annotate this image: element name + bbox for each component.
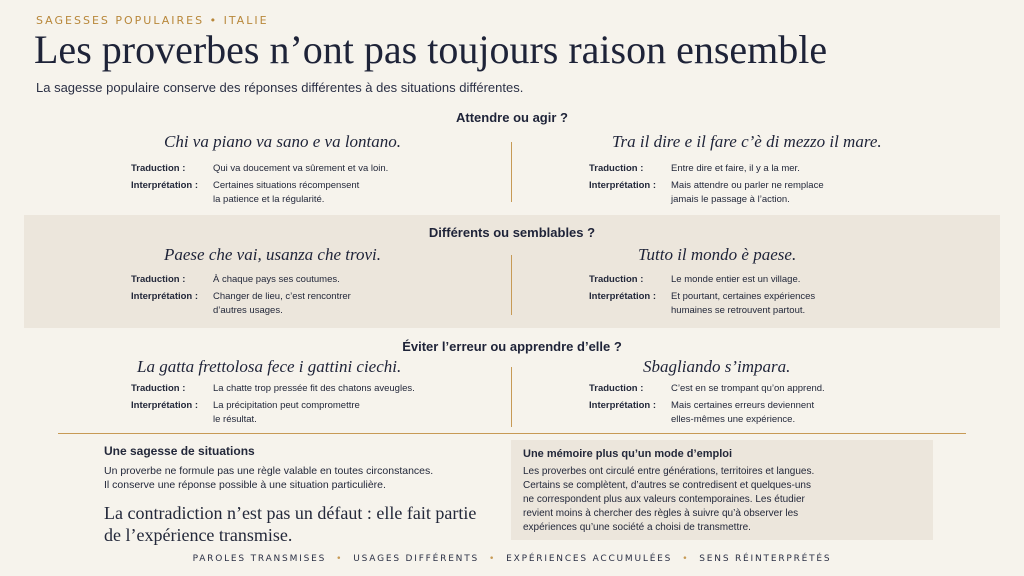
interpretation-line: d’autres usages. [213,304,283,316]
panel-quote-line: La contradiction n’est pas un défaut : elle fait partie [104,503,477,523]
panel-quote [104,502,494,546]
translation-text: À chaque pays ses coutumes. [213,274,340,285]
panel-text-line: Les proverbes ont circulé entre générations, territoires et langues. [523,466,815,477]
section-divider [511,142,512,202]
interpretation-line: jamais le passage à l’action. [671,193,790,205]
proverb: Chi va piano va sano e va lontano. [164,132,402,151]
proverb: Sbagliando s’impara. [643,357,791,376]
situations-panel [104,444,494,546]
panel-text-line: revient moins à chercher des règles à suivre qu’à observer les [523,508,799,519]
interpretation-label: Interprétation : [589,180,657,191]
footer-item: PAROLES TRANSMISES [192,554,327,564]
panel-text-line: expériences qu’une société a choisi de transmettre. [523,522,751,533]
page-title: Les proverbes n’ont pas toujours raison ensemble [34,27,828,72]
footer-item: EXPÉRIENCES ACCUMULÉES [506,554,673,564]
section-question: Différents ou semblables ? [428,225,596,240]
interpretation-line: Changer de lieu, c’est rencontrer [213,291,351,302]
translation-text: C’est en se trompant qu’on apprend. [671,383,825,394]
interpretation-label: Interprétation : [131,291,199,302]
interpretation-line: le résultat. [213,413,257,425]
panel-quote-line: de l’expérience transmise. [104,525,293,545]
interpretation-label: Interprétation : [131,400,199,411]
translation-label: Traduction : [131,163,186,174]
section-divider [511,255,512,315]
footer-separator: • [489,554,497,564]
panel-heading: Une mémoire plus qu’un mode d’emploi [523,448,733,460]
translation-label: Traduction : [131,383,186,394]
page-subtitle: La sagesse populaire conserve des réponses différentes à des situations différentes. [36,80,524,95]
translation-label: Traduction : [589,274,644,285]
panel-text-line: Il conserve une réponse possible à une situation particulière. [104,479,386,491]
translation-text: Entre dire et faire, il y a la mer. [671,163,800,174]
interpretation-line: Mais attendre ou parler ne remplace [671,180,824,191]
panel-text-line: Certains se complètent, d’autres se contredisent et quelques-uns [523,480,811,491]
horizontal-divider [58,433,966,434]
interpretation-label: Interprétation : [589,291,657,302]
translation-label: Traduction : [589,163,644,174]
footer-item: SENS RÉINTERPRÉTÉS [699,554,832,564]
footer-separator: • [682,554,690,564]
panel-text [104,464,494,492]
memory-panel [511,440,933,540]
interpretation-line: humaines se retrouvent partout. [671,304,806,316]
translation-text: La chatte trop pressée fit des chatons aveugles. [213,383,415,394]
panel-text-line: ne correspondent plus aux valeurs contemporaines. Les étudier [523,494,805,505]
interpretation-line: elles-mêmes une expérience. [671,413,796,425]
panel-heading: Une sagesse de situations [104,444,255,458]
translation-text: Qui va doucement va sûrement et va loin. [213,163,389,174]
eyebrow: SAGESSES POPULAIRES • ITALIE [36,14,269,27]
panel-text-line: Un proverbe ne formule pas une règle valable en toutes circonstances. [104,465,434,477]
translation-label: Traduction : [131,274,186,285]
translation-text: Le monde entier est un village. [671,274,801,285]
interpretation-label: Interprétation : [589,400,657,411]
footer-separator: • [336,554,344,564]
proverb: Tutto il mondo è paese. [638,245,797,264]
panel-text [523,465,921,535]
translation-label: Traduction : [589,383,644,394]
interpretation-line: la patience et la régularité. [213,193,325,205]
footer-item: USAGES DIFFÉRENTS [353,554,480,564]
section-divider [511,367,512,427]
interpretation-line: Mais certaines erreurs deviennent [671,400,815,411]
section-question: Attendre ou agir ? [456,110,568,125]
interpretation-line: La précipitation peut compromettre [213,400,360,411]
proverb: La gatta frettolosa fece i gattini ciechi. [137,357,402,376]
footer [0,554,1024,564]
interpretation-label: Interprétation : [131,180,199,191]
section-question: Éviter l’erreur ou apprendre d’elle ? [402,339,622,354]
interpretation-line: Certaines situations récompensent [213,180,360,191]
proverb: Tra il dire e il fare c’è di mezzo il mare. [612,132,882,151]
interpretation-line: Et pourtant, certaines expériences [671,291,816,302]
proverb: Paese che vai, usanza che trovi. [164,245,381,264]
